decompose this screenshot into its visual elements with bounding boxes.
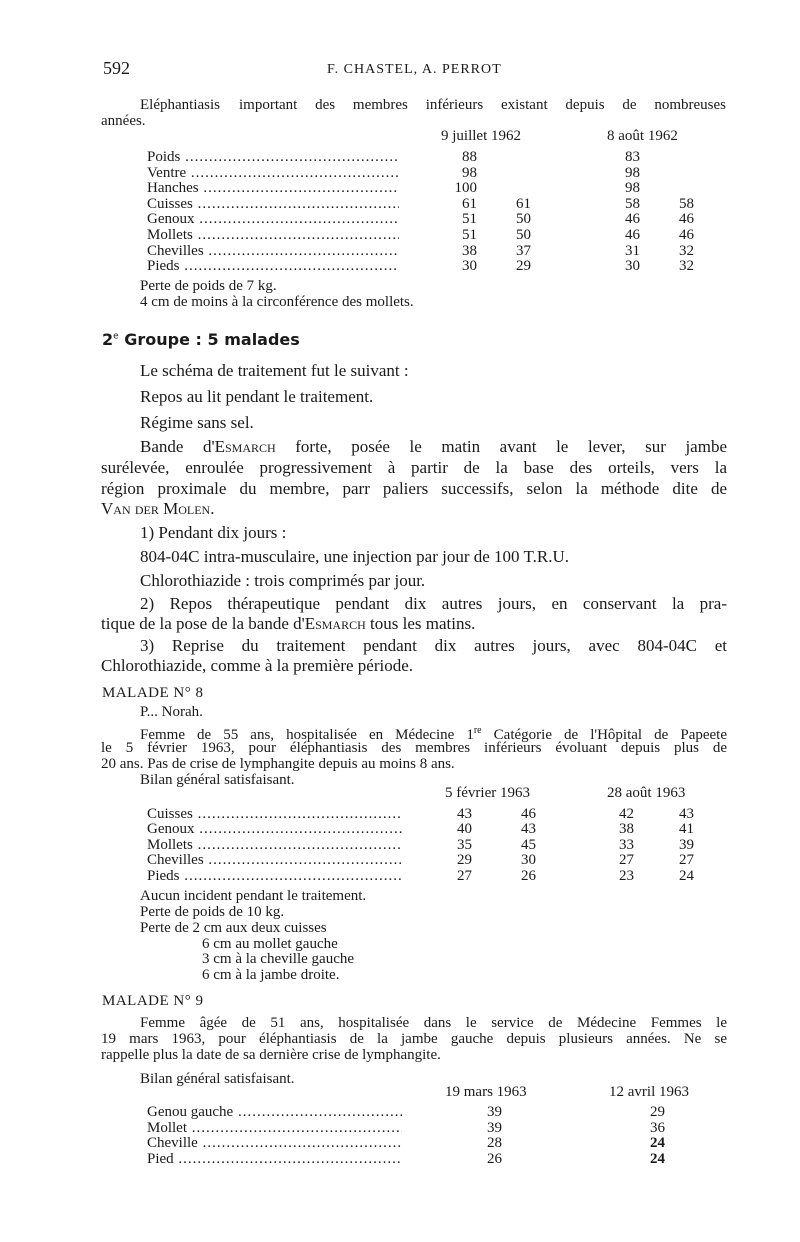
table1-cell: 58 xyxy=(679,195,694,212)
case9-line1: Femme âgée de 51 ans, hospitalisée dans le service de Médecine Femmes le xyxy=(140,1015,727,1031)
case8-note5: 3 cm à la cheville gauche xyxy=(202,951,355,967)
table2-cell: 46 xyxy=(521,806,536,822)
table1-cell: 29 xyxy=(516,258,531,275)
esmarch-name-2: Esmarch xyxy=(304,614,366,633)
table2-cell: 39 xyxy=(679,836,694,853)
case8-line3: 20 ans. Pas de crise de lymphangite depuis au moins 8 ans. xyxy=(101,756,455,772)
section-heading xyxy=(102,330,300,349)
table1-cell: 61 xyxy=(516,195,531,212)
running-header: F. CHASTEL, A. PERROT xyxy=(327,62,502,77)
table2-cell: 42 xyxy=(619,806,634,822)
table3-row-label: Genou gauche ..... xyxy=(147,1104,402,1120)
table2-cell: 23 xyxy=(619,867,634,884)
case8-l1b: Catégorie de l'Hôpital de Papeete xyxy=(481,727,727,743)
van-der-molen-name: Van der Molen xyxy=(101,499,211,518)
table1-row-label: Ventre ..... xyxy=(147,165,399,181)
table1-row-label: Genoux ..... xyxy=(147,211,399,227)
table2-cell: 40 xyxy=(457,821,472,838)
table2-cell: 27 xyxy=(679,852,694,869)
protocol-p6: région proximale du membre, parr paliers successifs, selon la méthode dite de xyxy=(101,479,727,498)
table1-note2: 4 cm de moins à la circonférence des mollets. xyxy=(140,294,414,310)
case8-name: P... Norah. xyxy=(140,704,203,720)
table1-cell: 98 xyxy=(462,164,477,181)
table2-cell: 24 xyxy=(679,867,694,884)
case8-l1a: Femme de 55 ans, hospitalisée en Médecine 1 xyxy=(140,727,474,743)
table1-cell: 98 xyxy=(625,180,640,197)
table1-cell: 46 xyxy=(679,211,694,228)
protocol-p4 xyxy=(140,437,727,457)
table1-cell: 38 xyxy=(462,242,477,259)
case8-note2: Perte de poids de 10 kg. xyxy=(140,904,285,920)
table2-date1: 5 février 1963 xyxy=(445,785,530,801)
protocol-p12 xyxy=(101,614,475,634)
protocol-p13: 3) Reprise du traitement pendant dix autres jours, avec 804-04C et xyxy=(140,636,727,655)
table1-note1: Perte de poids de 7 kg. xyxy=(140,278,277,294)
table2-row-label: Genoux ..... xyxy=(147,821,402,837)
table1-cell: 50 xyxy=(516,211,531,228)
esmarch-name: Esmarch xyxy=(214,437,276,456)
protocol-p3: Régime sans sel. xyxy=(140,413,254,432)
case9-title: MALADE N° 9 xyxy=(102,993,204,1009)
protocol-p1: Le schéma de traitement fut le suivant : xyxy=(140,361,409,380)
page-number: 592 xyxy=(103,58,130,78)
table1-cell: 51 xyxy=(462,211,477,228)
table1-cell: 61 xyxy=(462,195,477,212)
table1-row-label: Hanches ..... xyxy=(147,180,399,196)
table2-row-label: Cuisses ..... xyxy=(147,806,402,822)
table1-cell: 30 xyxy=(625,258,640,275)
case8-note4: 6 cm au mollet gauche xyxy=(202,936,338,952)
case9-line3: rappelle plus la date de sa dernière crise de lymphangite. xyxy=(101,1047,441,1063)
protocol-p2: Repos au lit pendant le traitement. xyxy=(140,387,374,406)
table1-date2: 8 août 1962 xyxy=(607,128,678,144)
p12-b: tous les matins. xyxy=(365,614,476,633)
protocol-p14: Chlorothiazide, comme à la première période. xyxy=(101,656,414,675)
table1-cell: 98 xyxy=(625,164,640,181)
table1-cell: 100 xyxy=(454,180,477,197)
table1-row-label: Mollets ..... xyxy=(147,227,399,243)
section-sup: e xyxy=(113,331,119,342)
table1-cell: 46 xyxy=(625,227,640,243)
table2-row-label: Chevilles ..... xyxy=(147,852,402,868)
intro-line1b: important des membres inférieurs existant depuis de nombreuses xyxy=(239,97,726,113)
intro-line1a: Eléphantiasis xyxy=(140,97,220,113)
protocol-p10: Chlorothiazide : trois comprimés par jour. xyxy=(140,571,426,590)
table1-cell: 31 xyxy=(625,242,640,259)
table3-cell: 39 xyxy=(487,1119,502,1136)
section-title: Groupe : 5 malades xyxy=(124,330,300,349)
table2-cell: 45 xyxy=(521,836,536,853)
table3-cell: 24 xyxy=(650,1150,665,1167)
table1-cell: 88 xyxy=(462,149,477,165)
protocol-p7 xyxy=(101,499,214,519)
table3-cell: 26 xyxy=(487,1150,502,1167)
case8-l1-sup: re xyxy=(473,725,482,736)
table3-cell: 24 xyxy=(650,1135,665,1152)
table1-cell: 51 xyxy=(462,227,477,243)
table1-cell: 46 xyxy=(625,211,640,228)
table2-cell: 29 xyxy=(457,852,472,869)
table1-cell: 30 xyxy=(462,258,477,275)
table2-cell: 27 xyxy=(619,852,634,869)
section-number: 2 xyxy=(102,330,114,349)
table2-row-label: Mollets ..... xyxy=(147,837,402,853)
table1-cell: 58 xyxy=(625,195,640,212)
table1-cell: 32 xyxy=(679,242,694,259)
case8-note1: Aucun incident pendant le traitement. xyxy=(140,888,367,904)
protocol-p9: 804-04C intra-musculaire, une injection par jour de 100 T.R.U. xyxy=(140,547,569,566)
table1-row-label: Poids ..... xyxy=(147,149,399,165)
table2-cell: 41 xyxy=(679,821,694,838)
table2-cell: 27 xyxy=(457,867,472,884)
table3-cell: 39 xyxy=(487,1104,502,1120)
table2-row-label: Pieds ..... xyxy=(147,868,402,884)
table2-cell: 30 xyxy=(521,852,536,869)
table3-row-label: Cheville ..... xyxy=(147,1135,402,1151)
table1-cell: 46 xyxy=(679,227,694,243)
table1-date1: 9 juillet 1962 xyxy=(441,128,521,144)
table2-cell: 35 xyxy=(457,836,472,853)
case8-line2: le 5 février 1963, pour éléphantiasis des membres inférieurs évoluant depuis plus de xyxy=(101,740,727,756)
table1-row-label: Cuisses ..... xyxy=(147,196,399,212)
table3-cell: 28 xyxy=(487,1135,502,1152)
case8-note3: Perte de 2 cm aux deux cuisses xyxy=(140,920,327,936)
case8-line4: Bilan général satisfaisant. xyxy=(140,772,295,788)
table1-cell: 83 xyxy=(625,149,640,165)
table3-date2: 12 avril 1963 xyxy=(609,1084,689,1100)
table2-cell: 43 xyxy=(457,806,472,822)
table1-cell: 50 xyxy=(516,227,531,243)
table2-cell: 43 xyxy=(679,806,694,822)
intro-line2: années. xyxy=(101,113,146,129)
table2-cell: 38 xyxy=(619,821,634,838)
table2-cell: 43 xyxy=(521,821,536,838)
table3-row-label: Mollet ..... xyxy=(147,1120,402,1136)
table3-date1: 19 mars 1963 xyxy=(445,1084,527,1100)
table3-row-label: Pied ..... xyxy=(147,1151,402,1167)
protocol-p5: surélevée, enroulée progressivement à partir de la base des orteils, vers la xyxy=(101,458,727,477)
p4-a: Bande d' xyxy=(140,437,215,456)
table3-cell: 29 xyxy=(650,1104,665,1120)
table1-cell: 37 xyxy=(516,242,531,259)
table1-row-label: Chevilles ..... xyxy=(147,243,399,259)
case9-line2: 19 mars 1963, pour éléphantiasis de la jambe gauche depuis plusieurs années. Ne se xyxy=(101,1031,727,1047)
case8-title: MALADE N° 8 xyxy=(102,685,204,701)
table1-row-label: Pieds ..... xyxy=(147,258,399,274)
table1-cell: 32 xyxy=(679,258,694,275)
p7-b: . xyxy=(210,499,215,518)
table2-cell: 26 xyxy=(521,867,536,884)
table3-cell: 36 xyxy=(650,1119,665,1136)
protocol-p11: 2) Repos thérapeutique pendant dix autres jours, en conservant la pra- xyxy=(140,594,727,613)
table2-date2: 28 août 1963 xyxy=(607,785,686,801)
protocol-p8: 1) Pendant dix jours : xyxy=(140,523,287,542)
p12-a: tique de la pose de la bande d' xyxy=(101,614,305,633)
case9-line4: Bilan général satisfaisant. xyxy=(140,1071,295,1087)
case8-note6: 6 cm à la jambe droite. xyxy=(202,967,340,983)
table2-cell: 33 xyxy=(619,836,634,853)
p4-b: forte, posée le matin avant le lever, sur jambe xyxy=(275,437,727,456)
